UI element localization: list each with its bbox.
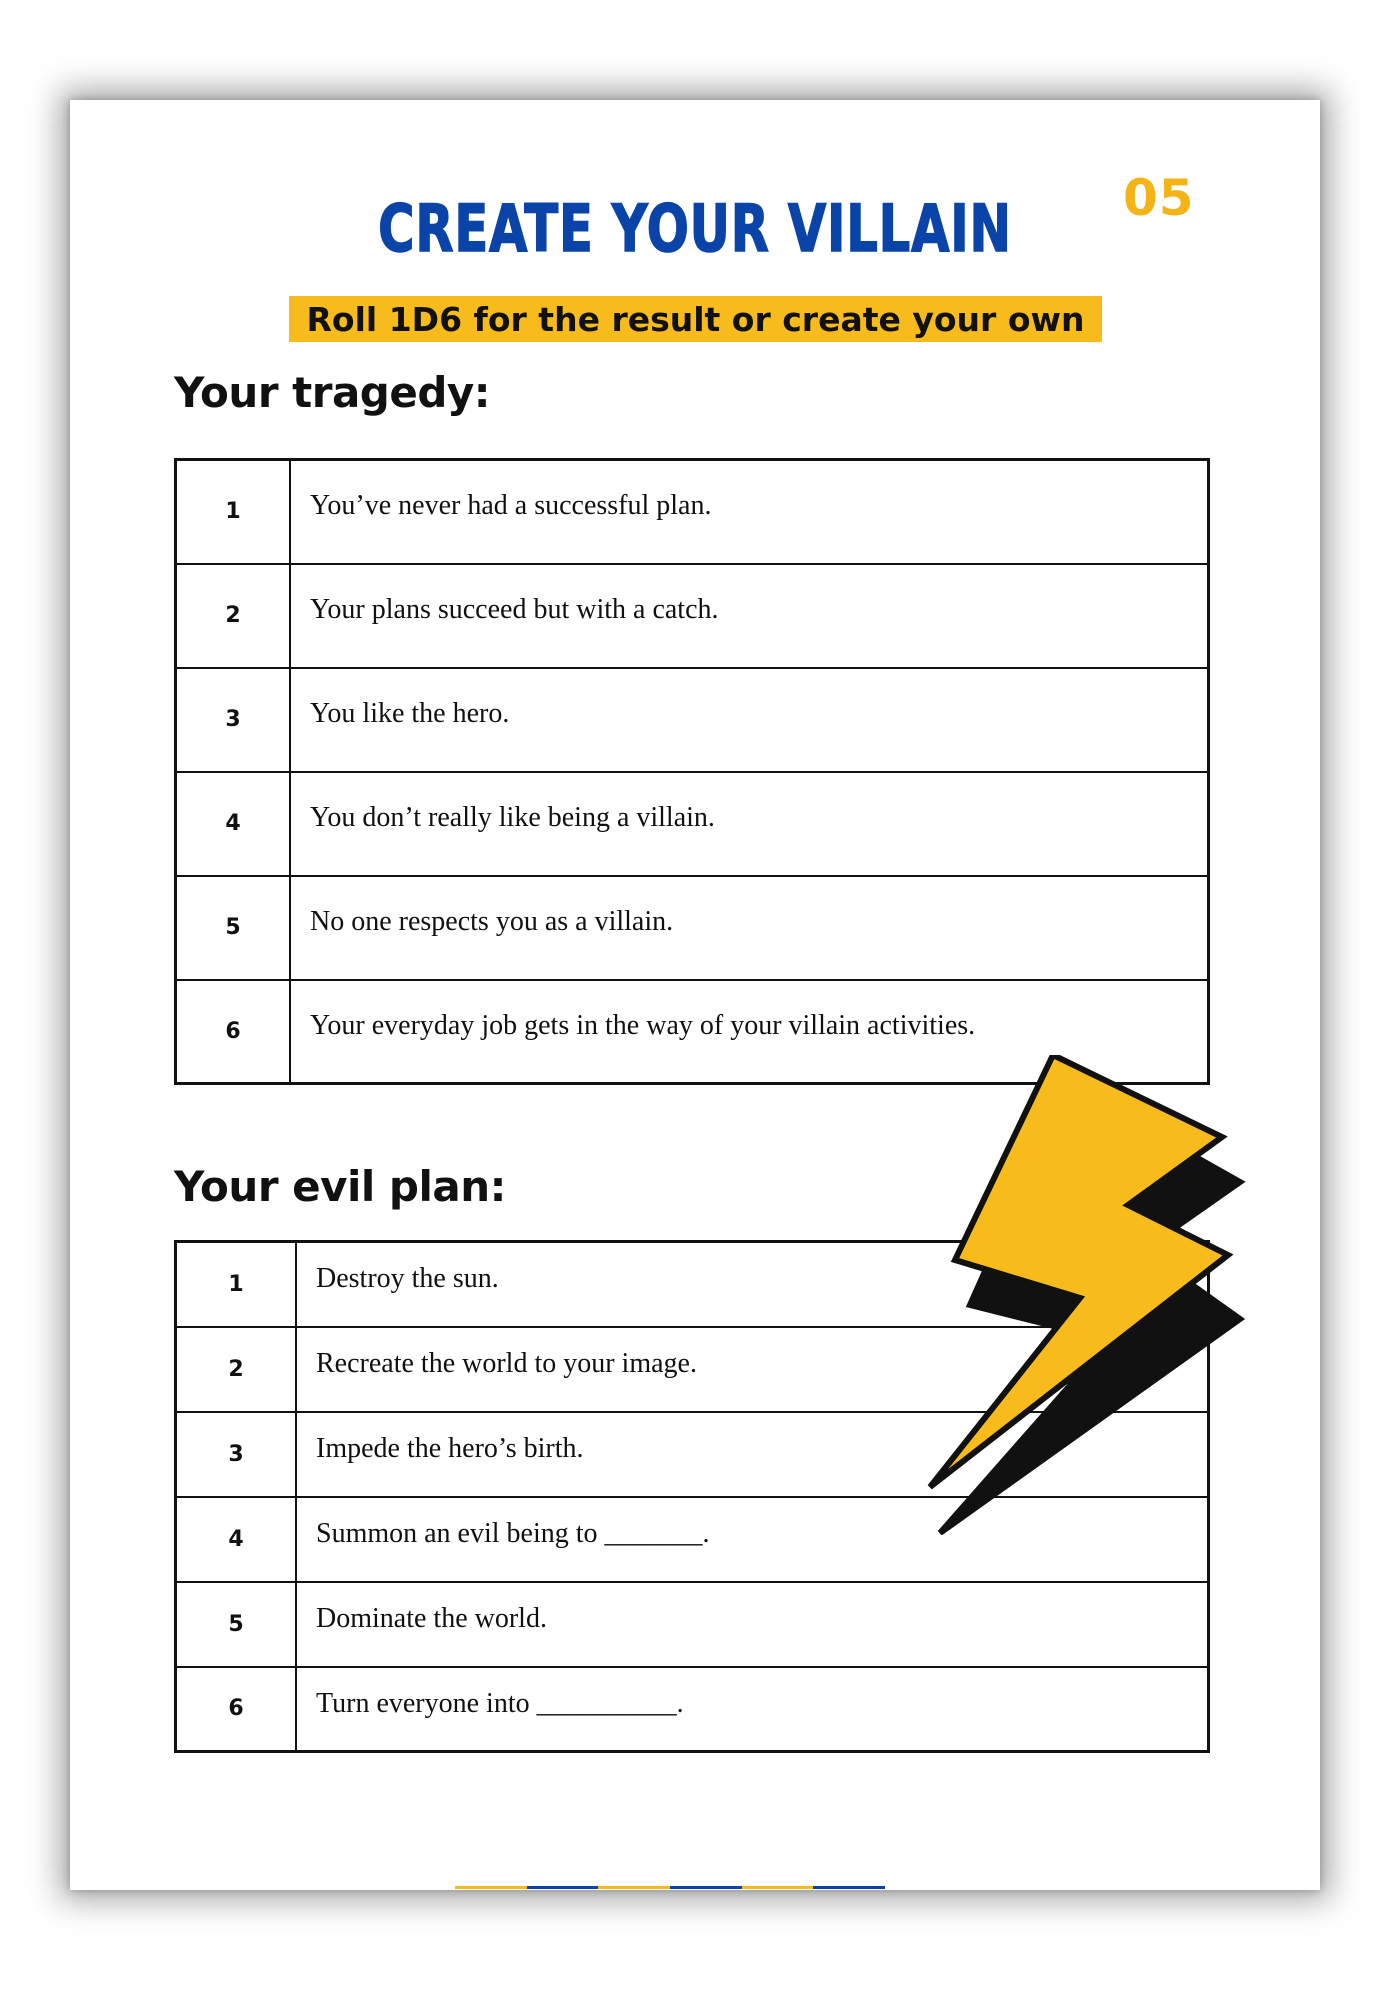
tragedy-table [174,458,1210,1085]
page-number: 05 [1123,169,1195,227]
table-row [176,564,1209,668]
roll-number: 2 [176,1327,297,1412]
evil-plan-heading: Your evil plan: [174,1162,506,1211]
table-row [176,460,1209,564]
roll-number: 6 [176,980,291,1084]
roll-result: Your everyday job gets in the way of your villain activities. [290,980,1209,1084]
table-row [176,668,1209,772]
roll-result: You’ve never had a successful plan. [290,460,1209,564]
footer-stripe [455,1886,885,1889]
stripe-segment [742,1886,814,1889]
roll-number: 3 [176,1412,297,1497]
roll-number: 5 [176,1582,297,1667]
stripe-segment [813,1886,885,1889]
tragedy-heading: Your tragedy: [174,368,491,417]
table-row [176,1582,1209,1667]
table-row [176,1667,1209,1752]
roll-number: 1 [176,1242,297,1327]
roll-result: You don’t really like being a villain. [290,772,1209,876]
page-title: CREATE YOUR VILLAIN [378,190,1012,267]
table-row [176,876,1209,980]
roll-number: 3 [176,668,291,772]
roll-number: 5 [176,876,291,980]
lightning-bolt-icon [910,1055,1280,1535]
roll-number: 4 [176,772,291,876]
roll-result: Dominate the world. [296,1582,1209,1667]
roll-result: You like the hero. [290,668,1209,772]
stripe-segment [670,1886,742,1889]
roll-result: Impede the hero’s birth. [296,1412,1209,1497]
roll-number: 1 [176,460,291,564]
roll-result: Recreate the world to your image. [296,1327,1209,1412]
stripe-segment [527,1886,599,1889]
stripe-segment [598,1886,670,1889]
roll-result: Destroy the sun. [296,1242,1209,1327]
roll-result: Turn everyone into __________. [296,1667,1209,1752]
table-row [176,772,1209,876]
roll-number: 4 [176,1497,297,1582]
worksheet-page [70,100,1320,1890]
roll-result: Summon an evil being to _______. [296,1497,1209,1582]
roll-result: No one respects you as a villain. [290,876,1209,980]
roll-number: 6 [176,1667,297,1752]
stripe-segment [455,1886,527,1889]
subtitle: Roll 1D6 for the result or create your own [306,300,1085,339]
roll-result: Your plans succeed but with a catch. [290,564,1209,668]
roll-number: 2 [176,564,291,668]
subtitle-banner [289,296,1102,342]
